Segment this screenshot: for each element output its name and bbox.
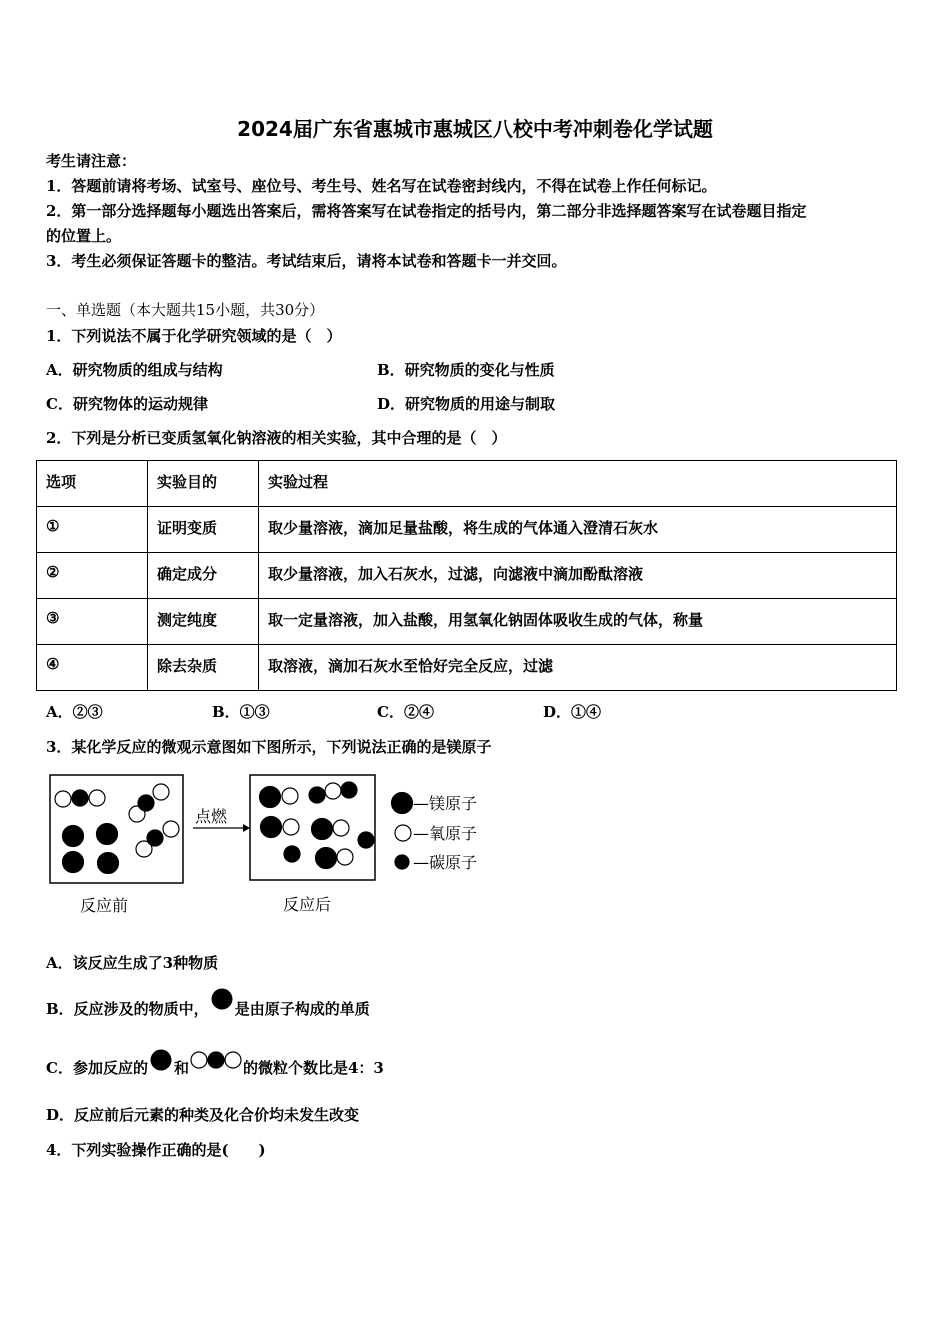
table-cell: 确定成分 [148, 553, 259, 599]
after-label: 反应后 [283, 895, 332, 914]
table-header-row [37, 461, 897, 507]
q3-option-b[interactable] [46, 999, 370, 1019]
table-header: 选项 [37, 461, 148, 507]
table-row [37, 507, 897, 553]
q1-option-d[interactable]: D．研究物质的用途与制取 [377, 395, 556, 413]
legend-label: —碳原子 [413, 853, 478, 872]
q2-option-b[interactable]: B．①③ [212, 703, 270, 721]
q1-option-c[interactable]: C．研究物体的运动规律 [46, 395, 208, 413]
table-cell: ① [37, 507, 148, 553]
q2-option-c[interactable]: C．②④ [377, 703, 434, 721]
table-header: 实验目的 [148, 461, 259, 507]
notice-heading: 考生请注意： [46, 152, 137, 170]
table-cell: 取一定量溶液，加入盐酸，用氢氧化钠固体吸收生成的气体，称量 [259, 599, 897, 645]
q3-option-d[interactable]: D．反应前后元素的种类及化合价均未发生改变 [46, 1106, 360, 1124]
experiment-table [36, 460, 897, 691]
question-3-stem: 3．某化学反应的微观示意图如下图所示，下列说法正确的是镁原子 [46, 738, 492, 756]
notice-item: 2．第一部分选择题每小题选出答案后，需将答案写在试卷指定的括号内，第二部分非选择题答案写在试卷题目指定 [46, 202, 807, 220]
section-heading: 一、单选题（本大题共15小题，共30分） [46, 301, 325, 319]
table-header: 实验过程 [259, 461, 897, 507]
arrow-label: 点燃 [195, 807, 228, 826]
table-cell: 取少量溶液，滴加足量盐酸，将生成的气体通入澄清石灰水 [259, 507, 897, 553]
q1-option-a[interactable]: A．研究物质的组成与结构 [46, 361, 223, 379]
table-cell: ② [37, 553, 148, 599]
q3-option-c-text: C．参加反应的 [46, 1059, 148, 1077]
question-2-stem: 2．下列是分析已变质氢氧化钠溶液的相关实验，其中合理的是（ ） [46, 429, 507, 447]
table-row [37, 599, 897, 645]
q1-option-b[interactable]: B．研究物质的变化与性质 [377, 361, 555, 379]
legend-label: —镁原子 [413, 794, 478, 813]
magnesium-atom-icon [148, 1047, 174, 1073]
before-label: 反应前 [80, 896, 129, 915]
question-4-stem: 4．下列实验操作正确的是( ) [46, 1141, 266, 1159]
table-row [37, 645, 897, 691]
table-cell: 证明变质 [148, 507, 259, 553]
notice-item: 1．答题前请将考场、试室号、座位号、考生号、姓名写在试卷密封线内，不得在试卷上作任何标记。 [46, 177, 717, 195]
magnesium-atom-icon [209, 986, 235, 1012]
q3-option-b-text: 是由原子构成的单质 [234, 1000, 370, 1018]
table-cell: ③ [37, 599, 148, 645]
table-row [37, 553, 897, 599]
notice-item: 的位置上。 [46, 227, 122, 245]
page-title: 2024届广东省惠城市惠城区八校中考冲刺卷化学试题 [237, 117, 713, 141]
q2-option-a[interactable]: A．②③ [46, 703, 103, 721]
table-cell: 除去杂质 [148, 645, 259, 691]
q3-option-c[interactable] [46, 1058, 384, 1078]
q3-option-c-text: 的微粒个数比是4：3 [242, 1059, 384, 1077]
legend-label: —氧原子 [413, 824, 478, 843]
q3-option-c-text: 和 [173, 1059, 189, 1077]
notice-item: 3．考生必须保证答题卡的整洁。考试结束后，请将本试卷和答题卡一并交回。 [46, 252, 567, 270]
q2-option-d[interactable]: D．①④ [543, 703, 602, 721]
question-1-stem: 1．下列说法不属于化学研究领域的是（ ） [46, 327, 342, 345]
q3-option-b-text: B．反应涉及的物质中， [46, 1000, 209, 1018]
carbon-dioxide-molecule-icon [189, 1049, 243, 1071]
table-cell: ④ [37, 645, 148, 691]
table-cell: 取少量溶液，加入石灰水，过滤，向滤液中滴加酚酞溶液 [259, 553, 897, 599]
q3-option-a[interactable]: A．该反应生成了3种物质 [46, 954, 219, 972]
table-cell: 取溶液，滴加石灰水至恰好完全反应，过滤 [259, 645, 897, 691]
table-cell: 测定纯度 [148, 599, 259, 645]
